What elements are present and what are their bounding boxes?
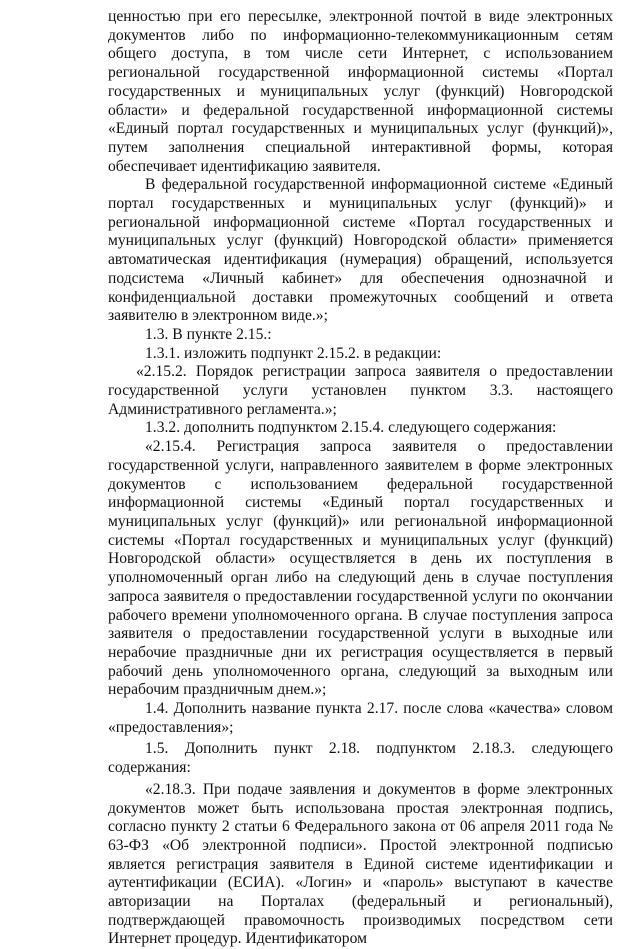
paragraph-item-1-3-2: 1.3.2. дополнить подпунктом 2.15.4. следующего содержания:: [145, 419, 557, 437]
paragraph-2-18-3: «2.18.3. При подаче заявления и документов в форме электронных документов может быть использована простая электронная подпись, согласно пункту 2 статьи 6 Федерального закона от 06 апреля 2011 года № 63-ФЗ «Об электронной подписи». Простой электронной подписью является регистрация заявителя в Единой системе идентификации и аутентификации (ЕСИА). «Логин» и «пароль» выступают в качестве авторизации на Порталах (федеральный и региональный), подтверждающей правомочность производимых посредством сети Интернет процедур. Идентификатором: [108, 780, 613, 948]
paragraph-2-15-2: «2.15.2. Порядок регистрации запроса заявителя о предоставлении государственной услуги установлен пунктом 3.3. настоящего Административного регламента.»;: [108, 363, 613, 418]
paragraph-continuation: ценностью при его пересылке, электронной почтой в виде электронных документов либо по информационно-телекоммуникационным сетям общего доступа, в том числе сети Интернет, с использованием региональной государственной информационной системы «Портал государственных и муниципальных услуг (функций) Новгородской области» и федеральной государственной информационной системы «Единый портал государственных и муниципальных услуг (функций)», путем заполнения специальной интерактивной формы, которая обеспечивает идентификацию заявителя.: [108, 8, 613, 175]
document-body: [108, 8, 613, 949]
paragraph-2-15-4: «2.15.4. Регистрация запроса заявителя о предоставлении государственной услуги, направленного заявителем в форме электронных документов с использованием федеральной государственной информационной системы «Единый портал государственных и муниципальных услуг (функций)» или региональной информационной системы «Портал государственных и муниципальных услуг (функций) Новгородской области» осуществляется в день их поступления в уполномоченный орган либо на следующий день в случае поступления запроса заявителя о предоставлении государственной услуги по окончании рабочего времени уполномоченного органа. В случае поступления запроса заявителя о предоставлении государственной услуги в выходные или нерабочие праздничные дни их регистрация осуществляется в первый рабочий день уполномоченного органа, следующий за выходным или нерабочим праздничным днем.»;: [108, 438, 613, 699]
paragraph-epgu-numbering: В федеральной государственной информационной системе «Единый портал государственных и муниципальных услуг (функций)» и региональной информационной системе «Портал государственных и муниципальных услуг (функций) Новгородской области» применяется автоматическая идентификация (нумерация) обращений, используется подсистема «Личный кабинет» для обеспечения однозначной и конфиденциальной доставки промежуточных сообщений и ответа заявителю в электронном виде.»;: [108, 176, 613, 325]
paragraph-item-1-5: 1.5. Дополнить пункт 2.18. подпунктом 2.18.3. следующего содержания:: [108, 740, 613, 777]
paragraph-item-1-3-1: 1.3.1. изложить подпункт 2.15.2. в редакции:: [145, 344, 442, 362]
paragraph-item-1-4: 1.4. Дополнить название пункта 2.17. после слова «качества» словом «предоставления»;: [108, 700, 613, 736]
paragraph-item-1-3: 1.3. В пункте 2.15.:: [145, 325, 272, 343]
